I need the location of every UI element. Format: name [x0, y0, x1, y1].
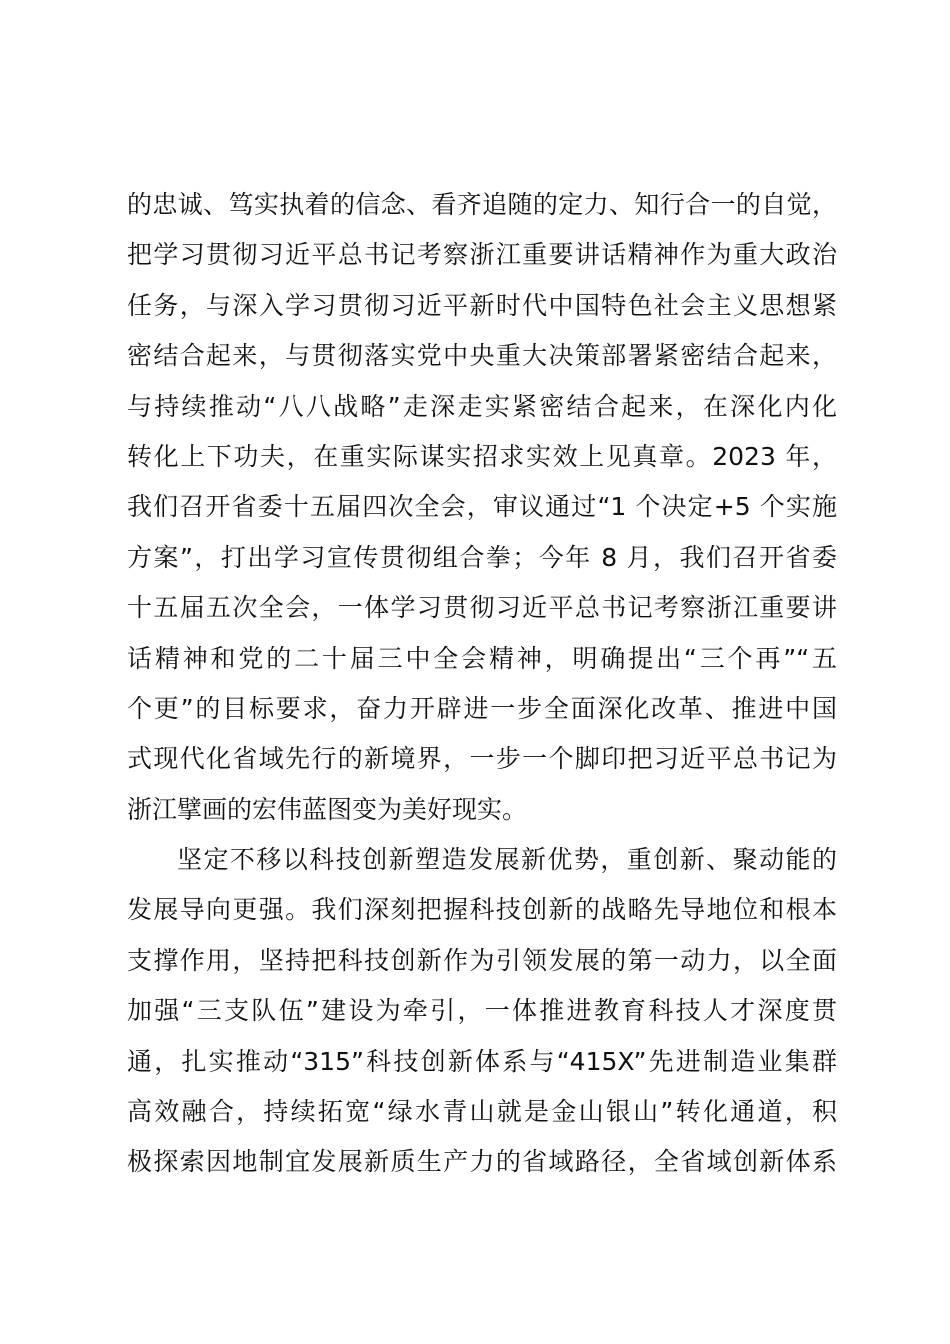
- paragraph-line: 通，扎实推动“315”科技创新体系与“415X”先进制造业集群: [127, 1046, 837, 1076]
- paragraph-line: 式现代化省域先行的新境界，一步一个脚印把习近平总书记为: [127, 744, 837, 774]
- document-body: [127, 180, 837, 1188]
- paragraph-line: 加强“三支队伍”建设为牵引，一体推进教育科技人才深度贯: [127, 996, 837, 1026]
- paragraph-line: 极探索因地制宜发展新质生产力的省域路径，全省域创新体系: [127, 1147, 837, 1177]
- paragraph-line: 我们召开省委十五届四次全会，审议通过“1 个决定+5 个实施: [127, 492, 837, 522]
- paragraph-line: 话精神和党的二十届三中全会精神，明确提出“三个再”“五: [127, 643, 837, 673]
- paragraph-line: 方案”，打出学习宣传贯彻组合拳；今年 8 月，我们召开省委: [127, 542, 837, 572]
- paragraph-line: 与持续推动“八八战略”走深走实紧密结合起来，在深化内化: [127, 391, 837, 421]
- paragraph-line: 高效融合，持续拓宽“绿水青山就是金山银山”转化通道，积: [127, 1097, 837, 1127]
- paragraph-line: 把学习贯彻习近平总书记考察浙江重要讲话精神作为重大政治: [127, 240, 837, 270]
- paragraph-line: 发展导向更强。我们深刻把握科技创新的战略先导地位和根本: [127, 895, 837, 925]
- paragraph-line: 密结合起来，与贯彻落实党中央重大决策部署紧密结合起来，: [127, 341, 837, 371]
- paragraph-line: 十五届五次全会，一体学习贯彻习近平总书记考察浙江重要讲: [127, 593, 837, 623]
- paragraph-line: 坚定不移以科技创新塑造发展新优势，重创新、聚动能的: [177, 845, 837, 875]
- paragraph-line: 浙江擘画的宏伟蓝图变为美好现实。: [127, 794, 528, 824]
- paragraph-2: [127, 835, 837, 1188]
- paragraph-line: 的忠诚、笃实执着的信念、看齐追随的定力、知行合一的自觉，: [127, 190, 837, 219]
- paragraph-line: 转化上下功夫，在重实际谋实招求实效上见真章。2023 年，: [127, 441, 837, 471]
- paragraph-line: 个更”的目标要求，奋力开辟进一步全面深化改革、推进中国: [127, 693, 837, 723]
- paragraph-1: [127, 180, 837, 835]
- paragraph-line: 任务，与深入学习贯彻习近平新时代中国特色社会主义思想紧: [127, 290, 837, 320]
- paragraph-line: 支撑作用，坚持把科技创新作为引领发展的第一动力，以全面: [127, 945, 837, 975]
